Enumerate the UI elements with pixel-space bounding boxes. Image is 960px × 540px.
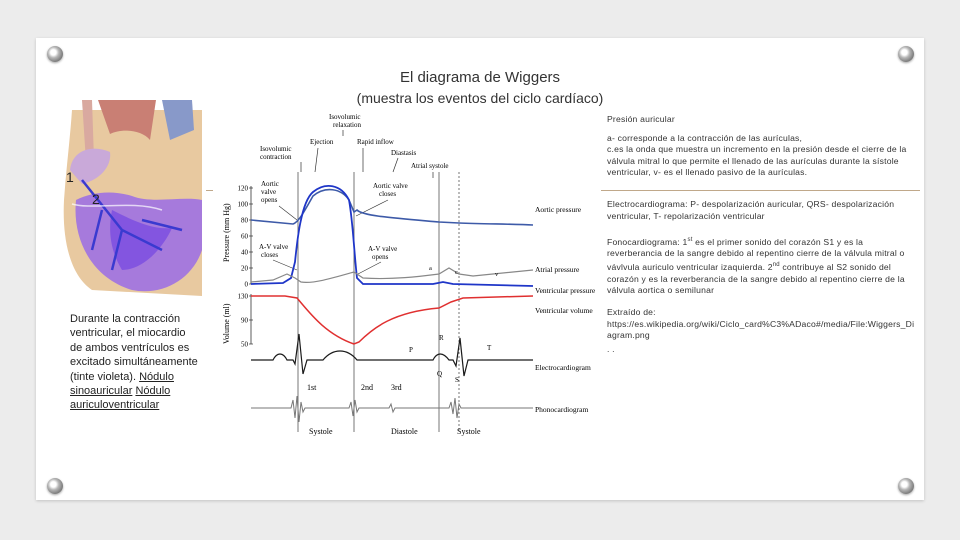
trace-ventricular-pressure: [251, 186, 533, 286]
annotation-av-opens-1: A-V valve: [368, 245, 398, 253]
title-word: El: [399, 69, 414, 86]
annotation-av-closes-2: closes: [261, 251, 279, 259]
label-rapid-inflow: Rapid inflow: [357, 138, 394, 146]
phono-pre: Fonocardiograma: 1: [607, 236, 688, 247]
label-isovolumic-contraction-1: Isovolumic: [260, 145, 292, 153]
label-isovolumic-relaxation-1: Isovolumic: [329, 113, 361, 121]
ecg-letter-s: S: [455, 376, 459, 384]
label-isovolumic-relaxation-2: relaxation: [333, 121, 361, 129]
trace-label-ecg: Electrocardiogram: [535, 363, 591, 372]
slide-title: [300, 68, 660, 108]
heart-caption: [70, 312, 200, 413]
pressure-tick-100: 100: [237, 200, 248, 209]
pressure-tick-0: 0: [244, 280, 248, 289]
pin-bottom-right: [898, 478, 914, 494]
notes-atrial: [607, 114, 915, 179]
wiggers-diagram: [213, 112, 601, 448]
pressure-tick-40: 40: [241, 248, 248, 257]
volume-tick-90: 90: [241, 316, 248, 325]
ecg-letter-q: Q: [437, 370, 443, 378]
pressure-tick-120: 120: [237, 184, 248, 193]
pin-top-right: [898, 46, 914, 62]
source-trailing: . .: [607, 343, 615, 354]
volume-tick-130: 130: [237, 292, 248, 301]
title-rest: diagrama de Wiggers: [413, 69, 561, 86]
trace-label-ventricular: Ventricular pressure: [535, 286, 596, 295]
wave-letter-a: a: [429, 265, 432, 272]
source-url: https://es.wikipedia.org/wiki/Ciclo_card%C3%ADaco#/media/File:Wiggers_Diagram.png: [607, 318, 915, 341]
label-atrial-systole: Atrial systole: [411, 162, 449, 170]
sound-1st: 1st: [307, 383, 317, 392]
phono-sup1: st: [687, 237, 693, 243]
label-isovolumic-contraction-2: contraction: [260, 153, 292, 161]
caption-text: Durante la contracción ventricular, el miocardio de ambos ventrículos es excitado simultáneamente (tinte violeta).: [70, 313, 198, 383]
y-axis-volume-label: Volume (ml): [222, 303, 231, 344]
ecg-letter-r: R: [439, 334, 444, 342]
heart-drawing: [52, 100, 206, 296]
notes-atrial-line1: a- corresponde a la contracción de las aurículas,: [607, 132, 803, 143]
ecg-letter-p: P: [409, 346, 413, 354]
trace-label-atrial: Atrial pressure: [535, 265, 580, 274]
annotation-av-closes-1: A-V valve: [259, 243, 289, 251]
annotation-av-opens-2: opens: [372, 253, 389, 261]
sound-3rd: 3rd: [391, 383, 402, 392]
y-axis-pressure-label: Pressure (mm Hg): [222, 203, 231, 262]
phono-sup2: nd: [772, 262, 780, 269]
wave-letter-v: v: [495, 271, 499, 278]
sound-2nd: 2nd: [361, 383, 373, 392]
phono-post: contribuye al S2 sonido del corazón y es la reverberancia de la sangre debido al repentino cierre de la válvula aortica o semilunar: [607, 261, 905, 296]
volume-tick-50: 50: [241, 340, 248, 349]
trace-label-phono: Phonocardiogram: [535, 405, 589, 414]
pressure-tick-20: 20: [241, 264, 248, 273]
pressure-tick-80: 80: [241, 216, 248, 225]
heart-label-2: 2: [92, 191, 100, 207]
pin-bottom-left: [47, 478, 63, 494]
notes-phono: [607, 235, 915, 297]
notes-atrial-title: Presión auricular: [607, 114, 675, 124]
wiggers-svg: [213, 112, 601, 448]
phase-systole-2: Systole: [457, 427, 481, 436]
sa-node-link[interactable]: Nódulo sinoauricular: [70, 370, 174, 398]
phono-mid: es el primer sonido del corazón S1 y es la reverberancia de la sangre debido al repentino cierre de la válvula mitral o vávlvula auriculo ventricular izaquierda. 2: [607, 236, 905, 272]
label-ejection: Ejection: [310, 138, 334, 146]
av-node-link[interactable]: Nódulo auriculoventricular: [70, 385, 171, 412]
pin-top-left: [47, 46, 63, 62]
phase-systole-1: Systole: [309, 427, 333, 436]
annotation-aortic-opens-2: valve: [261, 188, 277, 196]
slide-subtitle: (muestra los eventos del ciclo cardíaco): [356, 90, 604, 106]
annotation-aortic-closes-1: Aortic valve: [373, 182, 408, 190]
notes-atrial-line2: c.es la onda que muestra un incremento en la presión desde el cierre de la válvula mitral lo que permite el llenado de las aurículas durante la sístole ventricular, v- es el llenado pasivo de la aurículas.: [607, 144, 907, 178]
label-diastasis: Diastasis: [391, 149, 417, 157]
trace-phonocardiogram: [251, 396, 533, 422]
notes-source: [607, 307, 915, 355]
annotation-aortic-opens-3: opens: [261, 196, 278, 204]
heart-illustration: [52, 100, 206, 296]
ecg-letter-t: T: [487, 344, 492, 352]
wave-letter-c: c: [455, 269, 458, 276]
trace-label-volume: Ventricular volume: [535, 306, 593, 315]
heart-label-1: 1: [66, 169, 74, 185]
source-title: Extraído de:: [607, 307, 656, 317]
trace-ventricular-volume: [251, 296, 533, 344]
notes-ecg: Electrocardiograma: P- despolarización auricular, QRS- despolarización ventricular, T- repolarización ventricular: [607, 199, 895, 221]
pressure-tick-60: 60: [241, 232, 248, 241]
phase-diastole: Diastole: [391, 427, 418, 436]
trace-electrocardiogram: [251, 334, 533, 376]
trace-label-aortic: Aortic pressure: [535, 205, 582, 214]
annotation-aortic-opens-1: Aortic: [261, 180, 279, 188]
annotation-aortic-closes-2: closes: [379, 190, 397, 198]
